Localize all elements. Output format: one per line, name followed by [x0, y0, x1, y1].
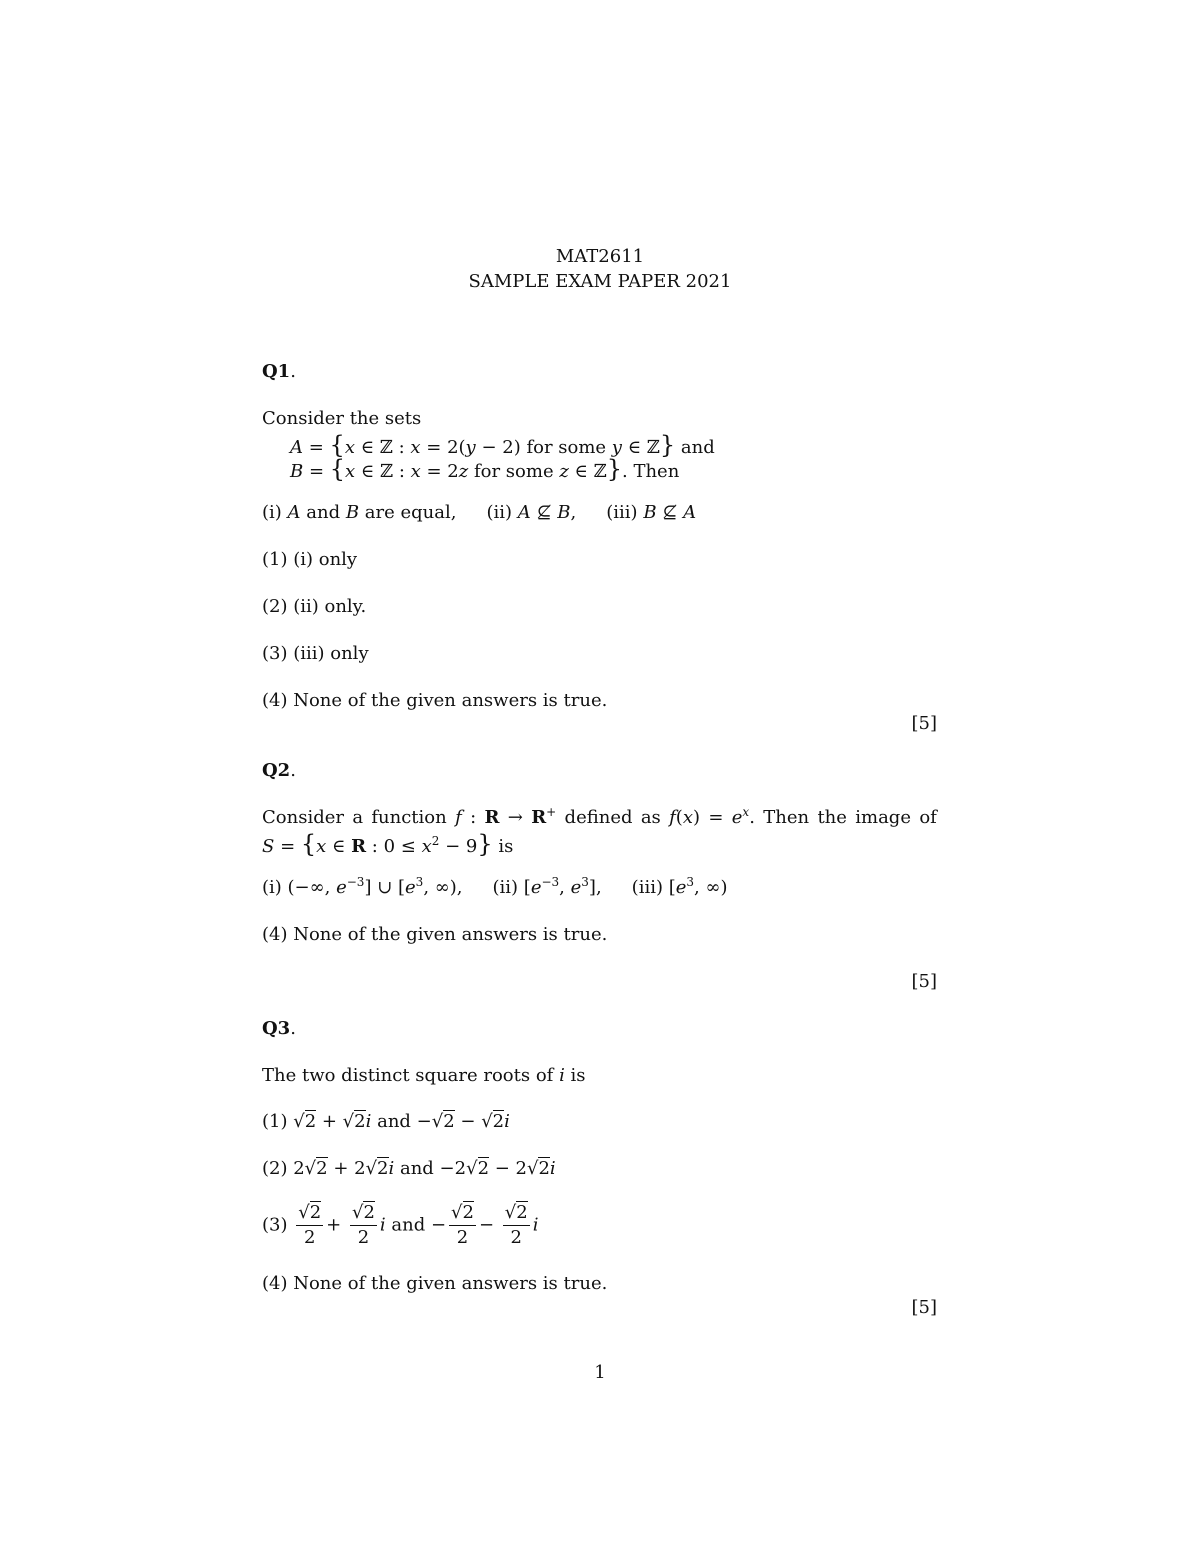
page-title: SAMPLE EXAM PAPER 2021	[468, 271, 732, 292]
question-1-set-a: A = {x ∈ ℤ : x = 2(y − 2) for some y ∈ ℤ} and	[290, 431, 715, 459]
page-number: 1	[594, 1362, 606, 1383]
question-3-label: Q3	[262, 1018, 291, 1039]
question-3-option-2: (2) 2√2 + 2√2i and −2√2 − 2√2i	[262, 1158, 556, 1179]
question-3-option-1: (1) √2 + √2i and −√2 − √2i	[262, 1111, 510, 1132]
question-1-option-2: (2) (ii) only.	[262, 596, 367, 617]
question-1-option-4: (4) None of the given answers is true.	[262, 690, 608, 711]
question-1-label: Q1	[262, 361, 291, 382]
question-3-option-4: (4) None of the given answers is true.	[262, 1273, 608, 1294]
question-1-statements: (i) A and B are equal, (ii) A ⊈ B, (iii) B ⊈ A	[262, 502, 697, 523]
question-2-marks: [5]	[911, 971, 937, 992]
question-1-set-b: B = {x ∈ ℤ : x = 2z for some z ∈ ℤ}. Then	[290, 455, 680, 483]
question-2-line-1: Consider a function f : R → R+ defined as f(x) = $e^x$. Then the image of	[262, 805, 937, 828]
question-3-option-3: (3) $\frac{√2}{2}$ + $\frac{√2}{2}$ i and − $\frac{√2}{2}$ − $\frac{√2}{2}$ i	[262, 1202, 539, 1248]
question-2-line-2: S = {x ∈ R : $0 \le x^2 - 9$} is	[262, 830, 514, 858]
question-1-marks: [5]	[911, 713, 937, 734]
question-1-option-1: (1) (i) only	[262, 549, 358, 570]
question-2-label: Q2	[262, 760, 291, 781]
question-3-intro: The two distinct square roots of i is	[262, 1065, 586, 1086]
question-3-marks: [5]	[911, 1297, 937, 1318]
question-1-heading: Q1.	[262, 361, 296, 382]
question-2-option-4: (4) None of the given answers is true.	[262, 924, 608, 945]
question-2-statements: (i) (−∞, $e^{-3}$] ∪ [$e^3$, ∞), (ii) [$e^{-3}$, $e^3$], (iii) [$e^3$, ∞)	[262, 875, 728, 898]
question-1-intro: Consider the sets	[262, 408, 422, 429]
question-1-option-3: (3) (iii) only	[262, 643, 369, 664]
question-2-heading: Q2.	[262, 760, 296, 781]
course-code: MAT2611	[555, 246, 645, 267]
question-3-heading: Q3.	[262, 1018, 296, 1039]
